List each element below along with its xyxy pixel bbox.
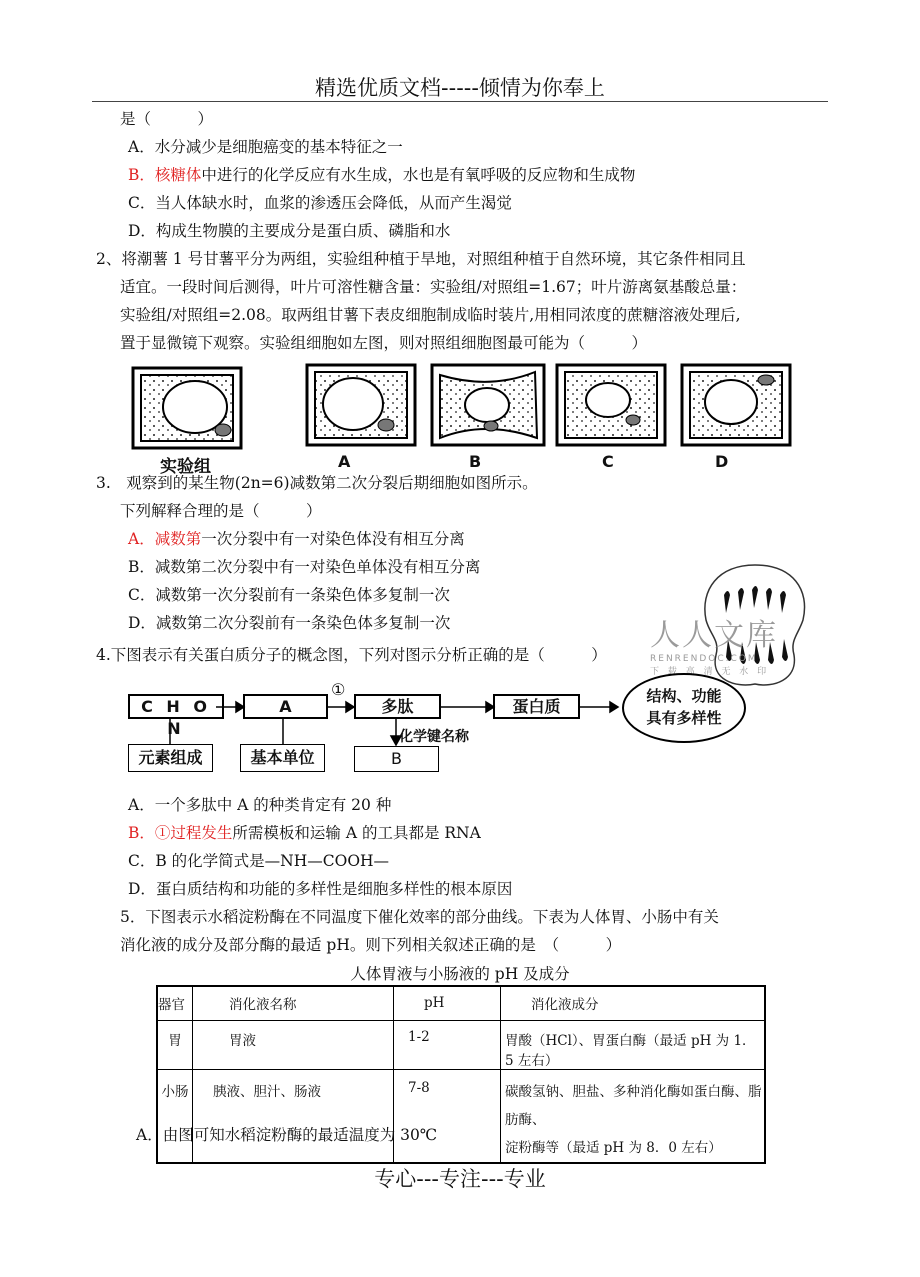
q3-option-a-prefix: A．减数第 <box>128 530 202 548</box>
box-chon: C H O N <box>128 694 224 719</box>
cell-ph: 1-2 <box>394 1020 501 1069</box>
q2-line1: 2、将潮薯 1 号甘薯平分为两组，实验组种植于旱地，对照组种植于自然环境，其它条件相同且 <box>96 250 746 268</box>
box-b: B <box>354 746 439 772</box>
q1-option-a: A．水分减少是细胞癌变的基本特征之一 <box>128 138 403 156</box>
box-element: 元素组成 <box>128 744 213 772</box>
page-footer: 专心---专注---专业 <box>374 1167 546 1191</box>
q3-option-d: D．减数第二次分裂前有一条染色体多复制一次 <box>128 614 451 632</box>
cell-a <box>307 365 415 445</box>
ellipse-line2: 具有多样性 <box>646 709 722 727</box>
cell-organ: 小肠 <box>157 1069 193 1163</box>
q1-option-b <box>128 165 635 185</box>
th-juice-name: 消化液名称 <box>193 986 394 1020</box>
q3-line1: 3. 观察到的某生物(2n=6)减数第二次分裂后期细胞如图所示。 <box>96 474 538 492</box>
q1-option-b-prefix: B．核糖体 <box>128 166 202 184</box>
q5-option-a: A．由图可知水稻淀粉酶的最适温度为 30℃ <box>136 1126 438 1144</box>
q4-option-b-rest: 所需模板和运输 A 的工具都是 RNA <box>232 824 481 842</box>
q3-option-c: C．减数第一次分裂前有一条染色体多复制一次 <box>128 586 450 604</box>
cell-composition <box>501 1020 766 1069</box>
q2-line4: 置于显微镜下观察。实验组细胞如左图，则对照组细胞图最可能为（ ） <box>120 334 648 352</box>
q2-line2: 适宜。一段时间后测得，叶片可溶性糖含量：实验组/对照组=1.67；叶片游离氨基酸总量： <box>120 278 747 296</box>
cell-composition-line2: 淀粉酶等（最适 pH 为 8．0 左右） <box>505 1139 722 1156</box>
cell-experimental <box>133 368 241 448</box>
page-header: 精选优质文档-----倾情为你奉上 <box>315 76 605 100</box>
q4-option-b <box>128 823 481 843</box>
th-organ: 器官 <box>157 986 193 1020</box>
q3-option-a-rest: 一次分裂中有一对染色体没有相互分离 <box>201 530 465 548</box>
cell-organ: 胃 <box>157 1020 193 1069</box>
watermark-en: RENRENDOC.COM <box>650 654 758 664</box>
table-row <box>157 1020 765 1069</box>
q1-option-b-rest: 中进行的化学反应有水生成，水也是有氧呼吸的反应物和生成物 <box>201 166 636 184</box>
cell-composition-line1: 胃酸（HCl）、胃蛋白酶（最适 pH 为 1．5 左右） <box>505 1032 756 1069</box>
fig-label-d: D <box>715 452 729 471</box>
header-rule <box>92 101 828 102</box>
q4-option-b-prefix: B．①过程发生 <box>128 824 233 842</box>
table-row <box>157 1069 765 1163</box>
q5-line1: 5．下图表示水稻淀粉酶在不同温度下催化效率的部分曲线。下表为人体胃、小肠中有关 <box>120 908 719 926</box>
box-peptide: 多肽 <box>354 694 441 719</box>
circle-one-marker: ① <box>331 680 346 699</box>
q4-option-c: C．B 的化学简式是—NH—COOH— <box>128 852 390 870</box>
cell-b <box>432 365 544 445</box>
q1-option-c: C．当人体缺水时，血浆的渗透压会降低，从而产生渴觉 <box>128 194 512 212</box>
fig-label-experimental: 实验组 <box>160 457 211 477</box>
fig-label-a: A <box>338 452 351 471</box>
watermark-cn: 人人文库 <box>650 618 778 653</box>
q5-line2: 消化液的成分及部分酶的最适 pH。则下列相关叙述正确的是 （ ） <box>120 936 622 954</box>
cell-d <box>682 365 790 445</box>
box-a: A <box>243 694 328 719</box>
box-protein: 蛋白质 <box>493 694 580 719</box>
table-header-row <box>157 986 765 1020</box>
q1-option-d: D．构成生物膜的主要成分是蛋白质、磷脂和水 <box>128 222 451 240</box>
q3-line2: 下列解释合理的是（ ） <box>120 502 322 520</box>
q3-option-b: B．减数第二次分裂中有一对染色单体没有相互分离 <box>128 558 481 576</box>
bond-name-label: 化学键名称 <box>399 729 469 745</box>
q3-option-a <box>128 529 465 549</box>
cell-juice-name: 胃液 <box>193 1020 394 1069</box>
q4-option-a: A．一个多肽中 A 的种类肯定有 20 种 <box>128 796 392 814</box>
ellipse-diversity <box>622 673 746 743</box>
fig-label-c: C <box>602 452 614 471</box>
ellipse-line1: 结构、功能 <box>646 687 722 705</box>
q2-line3: 实验组/对照组=2.08。取两组甘薯下表皮细胞制成临时装片,用相同浓度的蔗糖溶液处理后, <box>120 306 741 324</box>
cell-composition-line1: 碳酸氢钠、胆盐、多种消化酶如蛋白酶、脂肪酶、 <box>505 1083 762 1128</box>
cell-ph: 7-8 <box>394 1069 501 1163</box>
q4-option-d: D．蛋白质结构和功能的多样性是细胞多样性的根本原因 <box>128 880 513 898</box>
table-title: 人体胃液与小肠液的 pH 及成分 <box>350 965 570 983</box>
q4-stem: 4.下图表示有关蛋白质分子的概念图，下列对图示分析正确的是（ ） <box>96 646 607 664</box>
watermark <box>650 610 778 677</box>
th-composition: 消化液成分 <box>501 986 766 1020</box>
cell-juice-name: 胰液、胆汁、肠液 <box>193 1069 394 1163</box>
box-basic-unit: 基本单位 <box>240 744 325 772</box>
watermark-sub: 下 载 高 清 无 水 印 <box>650 667 770 677</box>
cell-composition <box>501 1069 766 1163</box>
th-ph: pH <box>394 986 501 1020</box>
q1-stem-tail: 是（ ） <box>120 110 214 128</box>
fig-label-b: B <box>469 452 482 471</box>
cell-c <box>557 365 665 445</box>
